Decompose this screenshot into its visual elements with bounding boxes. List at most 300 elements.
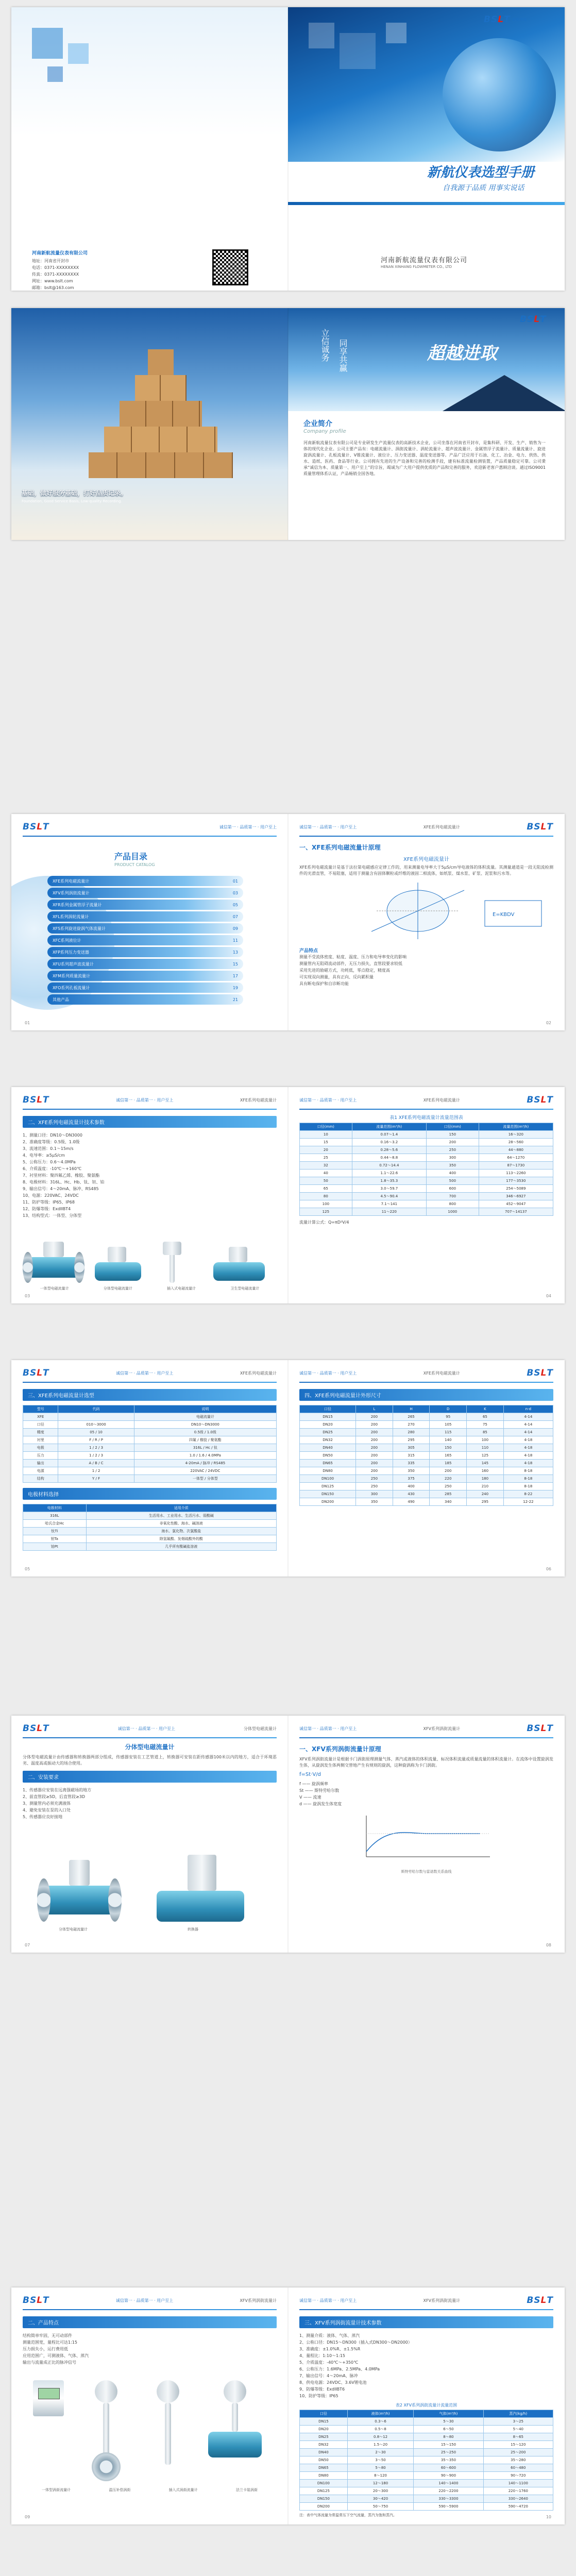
curve-line — [366, 1833, 480, 1852]
table-cell: 8～80 — [414, 2433, 483, 2441]
table-cell: 100 — [467, 1436, 504, 1444]
flange — [92, 2452, 121, 2481]
header-line — [23, 1382, 277, 1383]
table-caption: 表1 XFE系列电磁流量计流量范围表 — [389, 1115, 463, 1121]
toc-item-name: XFU系列超声波流量计 — [53, 961, 94, 967]
table-cell: 4-18 — [503, 1444, 553, 1452]
table-cell: 精度 — [23, 1429, 58, 1436]
blocks-page — [11, 308, 288, 540]
table-cell: 80 — [300, 1193, 352, 1200]
table-cell: 270 — [393, 1421, 430, 1429]
table-row — [23, 1413, 277, 1421]
formula-var: V —— 流速 — [299, 1795, 321, 1800]
table-cell: 200 — [356, 1452, 393, 1460]
table-row — [300, 2480, 553, 2487]
table-row — [300, 1444, 553, 1452]
toc-item-name: 其他产品 — [53, 997, 69, 1002]
spec-line: 1、测量介质：液体、气体、蒸汽 — [299, 2333, 360, 2338]
product-label: 分体型电磁流量计 — [59, 1927, 88, 1931]
table-cell: 285 — [430, 1490, 467, 1498]
table-cell: DN32 — [300, 2441, 348, 2449]
table-cell: 100 — [300, 1200, 352, 1208]
section-head: 二、产品特点 — [23, 2316, 277, 2328]
table-cell: 490 — [393, 1498, 430, 1506]
table-cell: 250 — [356, 1475, 393, 1483]
globe-shape — [443, 38, 556, 151]
vortex-spread — [11, 1716, 565, 1953]
spec-line: 10、防护等级：IP65 — [299, 2394, 338, 2398]
section-head: 电极材料选择 — [23, 1488, 277, 1500]
table-cell: 4-14 — [503, 1421, 553, 1429]
table-cell: 1 / 2 — [58, 1467, 134, 1475]
stem — [103, 2403, 109, 2454]
table-cell: 40 — [300, 1170, 352, 1177]
table-cell: 185 — [430, 1460, 467, 1467]
table-cell: DN65 — [300, 1460, 356, 1467]
toc-item[interactable] — [47, 947, 243, 957]
table-header-cell: 适用介质 — [86, 1504, 276, 1512]
table-row — [300, 2472, 553, 2480]
em-meter-image — [95, 1262, 141, 1281]
page-number: 03 — [25, 1294, 30, 1298]
table-row — [300, 1460, 553, 1467]
table-header-cell: H — [393, 1405, 430, 1413]
toc-item-page: 17 — [232, 973, 238, 978]
table-cell: 240 — [467, 1490, 504, 1498]
table-cell: 65 — [467, 1413, 504, 1421]
converter-box — [188, 1855, 216, 1891]
table-cell: 1.8～35.3 — [352, 1177, 426, 1185]
page-number: 05 — [25, 1567, 30, 1571]
table-cell: 160 — [467, 1467, 504, 1475]
contact-line: 河南新航流量仪表有限公司 — [32, 251, 88, 256]
table-cell: 电极 — [23, 1444, 58, 1452]
table-cell: 44～880 — [479, 1146, 553, 1154]
toc-item-name: XFO系列孔板流量计 — [53, 985, 90, 990]
table-cell: DN50 — [300, 2456, 348, 2464]
em-meter-image — [213, 1262, 265, 1281]
toc-item-page: 21 — [232, 997, 238, 1002]
em-table-page — [288, 1087, 565, 1303]
table-cell: 707～14137 — [479, 1208, 553, 1216]
table-cell: 除氢氟酸、发烟硫酸外的酸 — [86, 1535, 276, 1543]
table-cell — [58, 1413, 134, 1421]
table-cell: 12～180 — [347, 2480, 413, 2487]
em-meter-image — [28, 1257, 79, 1278]
toc-item-page: 19 — [232, 985, 238, 990]
toc-item[interactable] — [47, 982, 243, 993]
table-cell: DN10～DN3000 — [134, 1421, 276, 1429]
spec-line: 11、防护等级：IP65、IP68 — [23, 1200, 75, 1205]
calligraphy-big: 超越进取 — [427, 343, 497, 364]
contact-line: 网址：www.bslt.com — [32, 279, 73, 283]
table-cell: 300 — [356, 1490, 393, 1498]
table-cell: 铂Pt — [23, 1543, 87, 1551]
product-label: 法兰卡装涡街 — [235, 2488, 258, 2492]
header-title: 分体型电磁流量计 — [243, 1726, 277, 1731]
product-label: 分体型电磁流量计 — [103, 1286, 132, 1291]
table-cell: 87～1730 — [479, 1162, 553, 1170]
table-cell: 200 — [356, 1460, 393, 1467]
table-cell: 010～3000 — [58, 1421, 134, 1429]
table-row — [300, 1185, 553, 1193]
spec-line: 6、介质温度：-10℃～+160℃ — [23, 1166, 82, 1171]
calligraphy-line: 同享共赢 — [338, 339, 348, 372]
toc-item-name: XFL系列涡轮流量计 — [53, 914, 89, 919]
table-cell: 4-18 — [503, 1452, 553, 1460]
table-cell: 2～30 — [347, 2449, 413, 2456]
table-cell: 8-22 — [503, 1490, 553, 1498]
table-cell: 430 — [393, 1490, 430, 1498]
table-cell: 3.0～59.7 — [352, 1185, 426, 1193]
table-cell: 4-18 — [503, 1460, 553, 1467]
formula-var: St —— 斯特劳哈尔数 — [299, 1788, 340, 1793]
header-title: XFE系列电磁流量计 — [423, 1370, 460, 1376]
spec-line: 7、输出信号：4～20mA、脉冲 — [299, 2374, 358, 2378]
cover-company-cn: 河南新航流量仪表有限公司 — [381, 257, 468, 264]
em-principle-page — [288, 814, 565, 1030]
product-label: 温压补偿涡街 — [109, 2488, 131, 2492]
table-header-cell: 电极材料 — [23, 1504, 87, 1512]
table-cell: 5～80 — [347, 2464, 413, 2472]
table-cell: DN125 — [300, 2487, 348, 2495]
logo-mark: BSLT — [484, 14, 511, 25]
page-number: 02 — [546, 1021, 551, 1025]
table-cell: 220～1760 — [483, 2487, 553, 2495]
table-header-cell: 口径(mm) — [300, 1123, 352, 1131]
header-slogan: 诚信第一 · 品质第一 · 用户至上 — [117, 1726, 175, 1731]
flange — [74, 1252, 84, 1283]
table-cell: DN150 — [300, 2495, 348, 2503]
toc-item[interactable] — [47, 923, 243, 934]
table-cell: 1 / 2 / 3 — [58, 1444, 134, 1452]
toc-item[interactable] — [47, 971, 243, 981]
table-cell: 7.1～141 — [352, 1200, 426, 1208]
table-cell: 8-18 — [503, 1475, 553, 1483]
flow-range-table — [299, 1123, 553, 1216]
chart-caption: 斯特劳哈尔数与雷诺数关系曲线 — [401, 1870, 452, 1874]
table-cell: 电源 — [23, 1467, 58, 1475]
table-cell: 64～1270 — [479, 1154, 553, 1162]
logo: BSLT — [527, 822, 553, 832]
install-item: 5、传感器应良好接地 — [23, 1815, 63, 1819]
toc-item[interactable] — [47, 888, 243, 898]
table-cell: 20～300 — [347, 2487, 413, 2495]
table-cell: 165 — [430, 1452, 467, 1460]
feature-item: 可实现双向测量，具有正向、反向累积量 — [299, 975, 374, 979]
spec-line: 8、电极材料：316L、Hc、Hb、钛、钽、铂 — [23, 1180, 105, 1184]
toc-item-page: 11 — [232, 938, 238, 943]
table-cell: 口径 — [23, 1421, 58, 1429]
principle-head: XFE系列电磁流量计 — [403, 857, 449, 862]
table-cell: Y / F — [58, 1475, 134, 1483]
table-cell: 0.44～8.8 — [352, 1154, 426, 1162]
header-slogan: 诚信第一 · 品质第一 · 用户至上 — [299, 1370, 357, 1376]
header-line — [299, 1737, 553, 1738]
header-title: XFV系列涡街流量计 — [423, 1726, 461, 1731]
table-header-cell: 液体(m³/h) — [347, 2410, 413, 2418]
table-row — [300, 1421, 553, 1429]
table-header-cell: 口径 — [300, 1405, 356, 1413]
spec-line: 3、流速范围：0.1～15m/s — [23, 1146, 74, 1151]
table-header-cell: 蒸汽(kg/h) — [483, 2410, 553, 2418]
feature-item: 输出与流量成正比的脉冲信号 — [23, 2360, 76, 2365]
spec-line: 4、量程比：1:10～1:15 — [299, 2353, 346, 2358]
contact-line: 电话：0371-XXXXXXXX — [32, 265, 79, 270]
toc-item[interactable] — [47, 935, 243, 945]
table-cell: DN200 — [300, 1498, 356, 1506]
header-slogan: 诚信第一 · 品质第一 · 用户至上 — [219, 824, 277, 829]
table-cell: 265 — [393, 1413, 430, 1421]
table-row — [300, 1146, 553, 1154]
table-cell: 150 — [426, 1131, 479, 1139]
table-row — [23, 1535, 277, 1543]
spec-line: 7、衬里材料：聚四氟乙烯、橡胶、聚氨酯 — [23, 1173, 100, 1178]
table-cell: DN25 — [300, 1429, 356, 1436]
table-cell: 113～2260 — [479, 1170, 553, 1177]
table-cell: 四氟 / 橡胶 / 聚氨酯 — [134, 1436, 276, 1444]
table-header-cell: D — [430, 1405, 467, 1413]
split-products — [23, 1844, 277, 1937]
table-cell: 125 — [467, 1452, 504, 1460]
logo: BSLT — [527, 2295, 553, 2306]
cover-bar — [288, 202, 565, 205]
junction-box — [69, 1860, 90, 1886]
table-cell: 0.16～3.2 — [352, 1139, 426, 1146]
table-cell: 3～25 — [483, 2418, 553, 2426]
table-cell: 28～560 — [479, 1139, 553, 1146]
toc-item-name: XFR系列金属管浮子流量计 — [53, 902, 102, 907]
stem — [232, 2403, 238, 2432]
table-cell: 60～600 — [414, 2464, 483, 2472]
table-row — [300, 1475, 553, 1483]
deco-square — [32, 28, 63, 59]
table-cell: DN150 — [300, 1490, 356, 1498]
profile-logo: BSLT — [520, 314, 547, 325]
front-cover — [288, 7, 565, 291]
spec-line: 12、防爆等级：ExdIIBT4 — [23, 1207, 71, 1211]
table-cell: 400 — [393, 1483, 430, 1490]
table-cell: 12-22 — [503, 1498, 553, 1506]
toc-title-en: PRODUCT CATALOG — [114, 862, 155, 867]
toc-item-page: 05 — [232, 902, 238, 907]
table-cell: 20 — [300, 1146, 352, 1154]
flange — [37, 1878, 50, 1922]
flange — [23, 1252, 33, 1283]
calligraphy — [319, 329, 420, 372]
table-cell: 350 — [426, 1162, 479, 1170]
table-cell: DN25 — [300, 2433, 348, 2441]
table-header-cell: n-d — [503, 1405, 553, 1413]
vortex-range-table — [299, 2410, 553, 2511]
profile-page — [288, 308, 565, 540]
table-cell: DN32 — [300, 1436, 356, 1444]
table-cell: 85 — [467, 1429, 504, 1436]
table-cell: 0.5级 / 1.0级 — [134, 1429, 276, 1436]
table-cell: 220～2200 — [414, 2487, 483, 2495]
table-cell: 590～4720 — [483, 2503, 553, 2511]
table-row — [300, 2426, 553, 2433]
header-slogan: 诚信第一 · 品质第一 · 用户至上 — [299, 1097, 357, 1103]
section-title: 一、XFE系列电磁流量计原理 — [299, 844, 381, 851]
toc-item[interactable] — [47, 876, 243, 886]
split-meter-image — [43, 1886, 115, 1914]
table-row — [23, 1444, 277, 1452]
table-cell: 140 — [430, 1436, 467, 1444]
page-number: 10 — [546, 2515, 551, 2519]
table-cell: 05 / 10 — [58, 1429, 134, 1436]
toc-item-name: XFE系列电磁流量计 — [53, 878, 90, 884]
table-cell: 180 — [467, 1475, 504, 1483]
table-cell: 140～1400 — [414, 2480, 483, 2487]
table-cell: F / R / P — [58, 1436, 134, 1444]
toc-item[interactable] — [47, 911, 243, 922]
table-cell: 35～350 — [414, 2456, 483, 2464]
spec-line: 1、测量口径：DN10～DN3000 — [23, 1133, 82, 1138]
table-cell: DN65 — [300, 2464, 348, 2472]
toc-item-name: XFS系列旋进旋涡气体流量计 — [53, 926, 106, 931]
table-cell: 305 — [393, 1444, 430, 1452]
header-line — [23, 2309, 277, 2310]
table-row — [300, 1154, 553, 1162]
fold-line — [287, 308, 289, 540]
table-cell: 钛Ti — [23, 1528, 87, 1535]
table-cell: 330～2640 — [483, 2495, 553, 2503]
table-cell: 50 — [300, 1177, 352, 1185]
deco-square — [309, 23, 334, 48]
table-row — [300, 2449, 553, 2456]
toc-item[interactable] — [47, 959, 243, 969]
toc-item-page: 09 — [232, 926, 238, 931]
table-row — [23, 1520, 277, 1528]
table-row — [300, 1413, 553, 1421]
table-cell: 335 — [393, 1460, 430, 1467]
quote-text: 基础，做好服务基础，打好品质记录。 — [22, 489, 127, 497]
table-cell: 15～150 — [414, 2441, 483, 2449]
spec-line: 3、准确度：±1.0%R、±1.5%R — [299, 2347, 361, 2351]
page-number: 09 — [25, 2515, 30, 2519]
cover-title: 新航仪表选型手册 — [427, 165, 535, 180]
spec-line: 5、介质温度：-40℃～+350℃ — [299, 2360, 359, 2365]
deco-square — [47, 66, 63, 82]
table-cell: 10 — [300, 1131, 352, 1139]
table-row — [300, 1498, 553, 1506]
table-cell: 452～9047 — [479, 1200, 553, 1208]
vortex-meter-image — [157, 2380, 179, 2403]
logo: BSLT — [23, 2295, 49, 2306]
table-header-row — [300, 2410, 553, 2418]
table-row — [23, 1436, 277, 1444]
converter-head — [43, 1242, 64, 1257]
product-label: 插入式电磁流量计 — [167, 1286, 196, 1291]
toc-item-name: XFM系列质量流量计 — [53, 973, 90, 978]
table-row — [300, 1162, 553, 1170]
toc-item[interactable] — [47, 900, 243, 910]
toc-page — [11, 814, 288, 1030]
table-cell: 1 / 2 / 3 — [58, 1452, 134, 1460]
vortex-products — [23, 2375, 277, 2499]
toc-item-name: XFV系列涡街流量计 — [53, 890, 90, 895]
table-cell: DN80 — [300, 2472, 348, 2480]
converter-head — [163, 1242, 181, 1255]
table-cell: 700 — [426, 1193, 479, 1200]
feature-item: 测量范围宽，量程比可达1:15 — [23, 2340, 77, 2345]
table-cell: 250 — [426, 1146, 479, 1154]
quote-en: Foundation, Good Service Basis, Low-quality Recording. — [22, 499, 122, 503]
fold-line — [287, 7, 289, 291]
vortex-spec-spread — [11, 2287, 565, 2524]
install-item: 4、避免安装在泵的入口处 — [23, 1808, 71, 1812]
product-label: 一体型涡街流量计 — [42, 2488, 71, 2492]
profile-title: 企业简介 — [303, 420, 332, 428]
deco-square — [340, 33, 376, 69]
table-cell: 25～200 — [483, 2449, 553, 2456]
table-row — [300, 1467, 553, 1475]
header-title: XFE系列电磁流量计 — [240, 1097, 277, 1103]
spec-line: 13、结构型式：一体型、分体型 — [23, 1213, 82, 1218]
table-cell: 11～220 — [352, 1208, 426, 1216]
table-cell: 315 — [393, 1452, 430, 1460]
table-row — [23, 1452, 277, 1460]
toc-list — [47, 876, 243, 1006]
table-cell: 95 — [430, 1413, 467, 1421]
header-line — [299, 1382, 553, 1383]
table-cell: 316L — [23, 1512, 87, 1520]
logo: BSLT — [23, 1723, 49, 1734]
table-cell: 200 — [356, 1421, 393, 1429]
spec-line: 6、公称压力：1.6MPa、2.5MPa、4.0MPa — [299, 2367, 380, 2371]
spec-line: 9、防爆等级：ExdIIBT6 — [299, 2387, 345, 2392]
electrode-table — [23, 1504, 277, 1551]
table-cell: 25～250 — [414, 2449, 483, 2456]
table-cell: 200 — [356, 1429, 393, 1436]
toc-item[interactable] — [47, 994, 243, 1005]
table-row — [300, 2441, 553, 2449]
contact-line: 传真：0371-XXXXXXXX — [32, 272, 79, 277]
table-cell: 0.72～14.4 — [352, 1162, 426, 1170]
table-row — [300, 1131, 553, 1139]
table-cell: 350 — [356, 1498, 393, 1506]
table-row — [23, 1475, 277, 1483]
features-head: 产品特点 — [299, 948, 318, 954]
section-head: 二、XFE系列电磁流量计技术参数 — [23, 1116, 277, 1128]
table-cell: 50～750 — [347, 2503, 413, 2511]
table-header-row — [23, 1504, 277, 1512]
formula-var: d —— 旋涡发生体宽度 — [299, 1802, 342, 1806]
table-cell: DN125 — [300, 1483, 356, 1490]
toc-item-name: XFP系列压力变送器 — [53, 950, 89, 955]
toc-item-page: 15 — [232, 961, 238, 967]
split-page — [11, 1716, 288, 1953]
table-header-row — [23, 1405, 277, 1413]
table-row — [23, 1460, 277, 1467]
logo: BSLT — [23, 1095, 49, 1105]
table-cell: DN40 — [300, 1444, 356, 1452]
table-cell: 3～50 — [347, 2456, 413, 2464]
spec-line: 5、公称压力：0.6～4.0MPa — [23, 1160, 76, 1164]
page-number: 06 — [546, 1567, 551, 1571]
section-title: 一、XFV系列涡街流量计原理 — [299, 1745, 381, 1753]
section-head: 二、安装要求 — [23, 1771, 277, 1783]
table-cell: 8～120 — [347, 2472, 413, 2480]
header-line — [299, 2309, 553, 2310]
install-item: 2、前直管段≥5D，后直管段≥3D — [23, 1794, 85, 1799]
spec-line: 8、供电电源：24VDC、3.6V锂电池 — [299, 2380, 367, 2385]
table-cell: DN20 — [300, 2426, 348, 2433]
selection-table — [23, 1405, 277, 1483]
table-cell: 电磁流量计 — [134, 1413, 276, 1421]
intro-spread — [11, 308, 565, 540]
